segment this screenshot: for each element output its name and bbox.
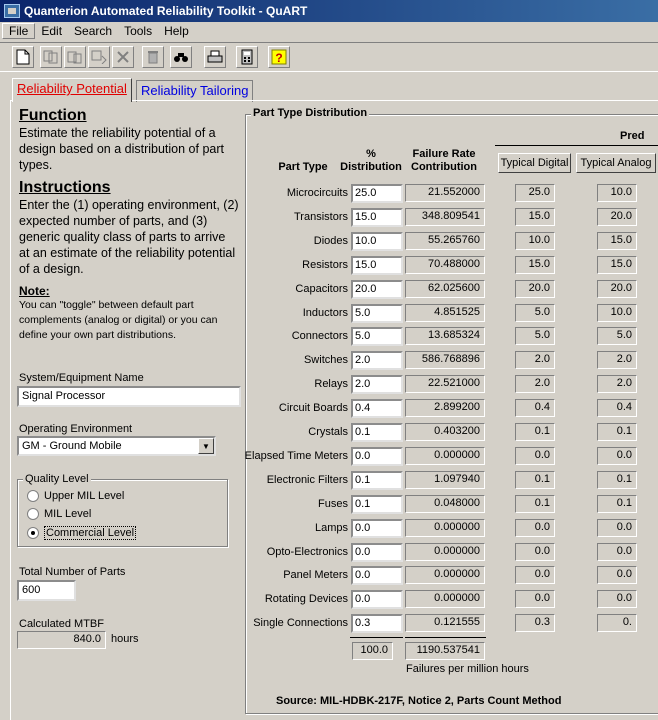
frc-value: 0.000000 <box>405 543 485 561</box>
pct-input[interactable]: 2.0 <box>351 351 403 370</box>
chevron-down-icon[interactable]: ▼ <box>198 438 214 454</box>
note-heading: Note: <box>19 284 50 298</box>
frc-value: 0.000000 <box>405 519 485 537</box>
operating-environment-label: Operating Environment <box>19 423 133 435</box>
system-name-input[interactable]: Signal Processor <box>17 386 241 407</box>
menu-search[interactable]: Search <box>74 24 113 38</box>
pct-input[interactable]: 25.0 <box>351 184 403 203</box>
typical-analog-value: 2.0 <box>597 351 637 369</box>
frc-value: 70.488000 <box>405 256 485 274</box>
frc-value: 21.552000 <box>405 184 485 202</box>
col-part-type: Part Type <box>278 161 328 173</box>
typical-analog-button[interactable]: Typical Analog <box>576 153 656 173</box>
total-parts-input[interactable]: 600 <box>17 580 76 601</box>
frc-value: 4.851525 <box>405 304 485 322</box>
pct-input[interactable]: 0.3 <box>351 614 403 633</box>
radio-commercial-label: Commercial Level <box>46 527 135 539</box>
operating-environment-value: GM - Ground Mobile <box>22 440 122 452</box>
source-citation: Source: MIL-HDBK-217F, Notice 2, Parts Count Method <box>276 695 562 707</box>
duplicate-icon[interactable] <box>88 46 110 68</box>
toolbar <box>0 42 658 72</box>
pct-input[interactable]: 10.0 <box>351 232 403 251</box>
typical-analog-value: 0.0 <box>597 543 637 561</box>
trash-icon[interactable] <box>142 46 164 68</box>
part-type-label: Panel Meters <box>283 569 348 581</box>
frc-value: 22.521000 <box>405 375 485 393</box>
instructions-text: Enter the (1) operating environment, (2) expected number of parts, and (3) generic quality class of parts to arrive at an estimate of the reliability potential of a design. <box>19 198 239 276</box>
part-type-label: Elapsed Time Meters <box>244 450 348 462</box>
frc-value: 0.048000 <box>405 495 485 513</box>
help-icon[interactable] <box>268 46 290 68</box>
radio-unselected-icon <box>27 508 39 520</box>
part-type-label: Microcircuits <box>286 187 348 199</box>
instructions-heading: Instructions <box>19 179 111 196</box>
part-type-label: Diodes <box>313 235 348 247</box>
radio-mil[interactable] <box>27 508 91 520</box>
typical-digital-value: 0.3 <box>515 614 555 632</box>
menu-tools[interactable]: Tools <box>124 24 153 38</box>
typical-digital-value: 25.0 <box>515 184 555 202</box>
pct-input[interactable]: 0.0 <box>351 590 403 609</box>
typical-analog-value: 10.0 <box>597 184 637 202</box>
typical-digital-value: 0.1 <box>515 423 555 441</box>
total-parts-label: Total Number of Parts <box>19 566 126 578</box>
part-type-label: Capacitors <box>295 283 348 295</box>
typical-analog-value: 5.0 <box>597 327 637 345</box>
typical-analog-value: 2.0 <box>597 375 637 393</box>
total-divider-frc <box>405 637 486 638</box>
typical-digital-value: 5.0 <box>515 327 555 345</box>
col-pred: Pred <box>620 130 645 142</box>
app-icon <box>4 4 20 18</box>
frc-value: 1.097940 <box>405 471 485 489</box>
part-type-distribution-label: Part Type Distribution <box>253 107 368 119</box>
pct-input[interactable]: 15.0 <box>351 208 403 227</box>
radio-upper-mil[interactable] <box>27 490 124 502</box>
binoculars-icon[interactable] <box>170 46 192 68</box>
col-pct-bottom: Distribution <box>340 161 402 173</box>
frc-value: 55.265760 <box>405 232 485 250</box>
window-title: Quanterion Automated Reliability Toolkit - QuART <box>24 4 308 18</box>
col-frc-bottom: Contribution <box>411 161 477 173</box>
title-bar <box>0 0 658 22</box>
radio-selected-icon <box>27 527 39 539</box>
part-type-label: Resistors <box>302 259 348 271</box>
quality-level-label: Quality Level <box>25 473 89 485</box>
frc-value: 0.000000 <box>405 566 485 584</box>
tab-reliability-potential[interactable]: Reliability Potential <box>12 78 132 102</box>
typical-analog-value: 0.0 <box>597 519 637 537</box>
col-frc-top: Failure Rate <box>412 148 476 160</box>
typical-digital-value: 5.0 <box>515 304 555 322</box>
part-type-label: Rotating Devices <box>264 593 348 605</box>
part-type-label: Fuses <box>318 498 348 510</box>
typical-digital-value: 0.0 <box>515 543 555 561</box>
part-type-label: Single Connections <box>253 617 348 629</box>
menu-edit[interactable]: Edit <box>41 24 63 38</box>
part-type-label: Crystals <box>308 426 348 438</box>
total-pct: 100.0 <box>352 642 393 660</box>
part-type-label: Opto-Electronics <box>266 546 348 558</box>
typical-analog-value: 15.0 <box>597 232 637 250</box>
menu-help[interactable]: Help <box>164 24 189 38</box>
part-type-label: Relays <box>314 378 348 390</box>
function-heading: Function <box>19 107 87 124</box>
total-frc: 1190.537541 <box>405 642 485 660</box>
pct-input[interactable]: 0.0 <box>351 543 403 562</box>
operating-environment-select[interactable] <box>17 436 216 456</box>
typical-digital-value: 20.0 <box>515 280 555 298</box>
new-document-icon[interactable] <box>12 46 34 68</box>
part-type-label: Transistors <box>294 211 348 223</box>
typical-analog-value: 20.0 <box>597 208 637 226</box>
pct-input[interactable]: 0.0 <box>351 447 403 466</box>
calculator-icon[interactable] <box>236 46 258 68</box>
pct-input[interactable]: 0.1 <box>351 423 403 442</box>
pct-input[interactable]: 0.4 <box>351 399 403 418</box>
typical-analog-value: 0. <box>597 614 637 632</box>
mtbf-unit: hours <box>111 633 139 645</box>
instructions-section <box>19 179 239 277</box>
pct-input[interactable]: 5.0 <box>351 327 403 346</box>
pct-input[interactable]: 20.0 <box>351 280 403 299</box>
function-text: Estimate the reliability potential of a design based on a distribution of part types. <box>19 126 224 172</box>
pct-input[interactable]: 0.1 <box>351 471 403 490</box>
print-icon[interactable] <box>204 46 226 68</box>
pct-input[interactable]: 0.0 <box>351 566 403 585</box>
pct-input[interactable]: 15.0 <box>351 256 403 275</box>
col-pct-top: % <box>366 148 376 160</box>
typical-digital-value: 15.0 <box>515 256 555 274</box>
note-section <box>19 284 234 343</box>
typical-analog-value: 15.0 <box>597 256 637 274</box>
typical-digital-value: 15.0 <box>515 208 555 226</box>
typical-digital-value: 2.0 <box>515 351 555 369</box>
typical-digital-value: 0.1 <box>515 471 555 489</box>
function-section <box>19 107 239 173</box>
tab-reliability-tailoring[interactable]: Reliability Tailoring <box>136 80 253 102</box>
menu-file[interactable]: File <box>2 23 35 39</box>
part-type-label: Switches <box>303 354 348 366</box>
system-name-label: System/Equipment Name <box>19 372 144 384</box>
frc-value: 13.685324 <box>405 327 485 345</box>
delete-icon[interactable] <box>112 46 134 68</box>
radio-commercial[interactable] <box>27 526 136 540</box>
typical-analog-value: 0.1 <box>597 423 637 441</box>
typical-analog-value: 0.0 <box>597 590 637 608</box>
typical-analog-value: 10.0 <box>597 304 637 322</box>
pct-input[interactable]: 0.0 <box>351 519 403 538</box>
typical-digital-value: 0.4 <box>515 399 555 417</box>
typical-analog-value: 0.0 <box>597 447 637 465</box>
typical-analog-value: 20.0 <box>597 280 637 298</box>
frc-value: 586.768896 <box>405 351 485 369</box>
typical-digital-value: 10.0 <box>515 232 555 250</box>
typical-digital-value: 0.0 <box>515 566 555 584</box>
frc-value: 0.403200 <box>405 423 485 441</box>
frc-value: 0.121555 <box>405 614 485 632</box>
radio-mil-label: MIL Level <box>44 508 92 520</box>
part-type-label: Connectors <box>291 330 348 342</box>
mtbf-label: Calculated MTBF <box>19 618 104 630</box>
typical-analog-value: 0.0 <box>597 566 637 584</box>
frc-value: 62.025600 <box>405 280 485 298</box>
frc-value: 348.809541 <box>405 208 485 226</box>
typical-digital-value: 0.0 <box>515 590 555 608</box>
frc-value: 2.899200 <box>405 399 485 417</box>
typical-digital-value: 2.0 <box>515 375 555 393</box>
part-type-label: Electronic Filters <box>266 474 348 486</box>
part-type-label: Inductors <box>302 307 348 319</box>
paste-icon[interactable] <box>64 46 86 68</box>
typical-analog-value: 0.4 <box>597 399 637 417</box>
frc-unit: Failures per million hours <box>406 663 529 675</box>
part-type-label: Lamps <box>314 522 348 534</box>
menu-bar <box>0 22 658 40</box>
typical-digital-value: 0.1 <box>515 495 555 513</box>
mtbf-value: 840.0 <box>17 631 106 649</box>
radio-upper-mil-label: Upper MIL Level <box>44 490 125 502</box>
frc-value: 0.000000 <box>405 590 485 608</box>
pct-input[interactable]: 5.0 <box>351 304 403 323</box>
typical-digital-value: 0.0 <box>515 447 555 465</box>
copy-icon[interactable] <box>40 46 62 68</box>
typical-analog-value: 0.1 <box>597 471 637 489</box>
note-text: You can "toggle" between default part complements (analog or digital) or you can define your own part distributions. <box>19 299 218 341</box>
part-type-label: Circuit Boards <box>278 402 348 414</box>
pct-input[interactable]: 2.0 <box>351 375 403 394</box>
pred-divider <box>495 145 658 146</box>
typical-digital-value: 0.0 <box>515 519 555 537</box>
total-divider-pct <box>350 637 403 638</box>
radio-unselected-icon <box>27 490 39 502</box>
pct-input[interactable]: 0.1 <box>351 495 403 514</box>
svg-text:?: ? <box>275 51 283 65</box>
typical-analog-value: 0.1 <box>597 495 637 513</box>
typical-digital-button[interactable]: Typical Digital <box>498 153 571 173</box>
frc-value: 0.000000 <box>405 447 485 465</box>
